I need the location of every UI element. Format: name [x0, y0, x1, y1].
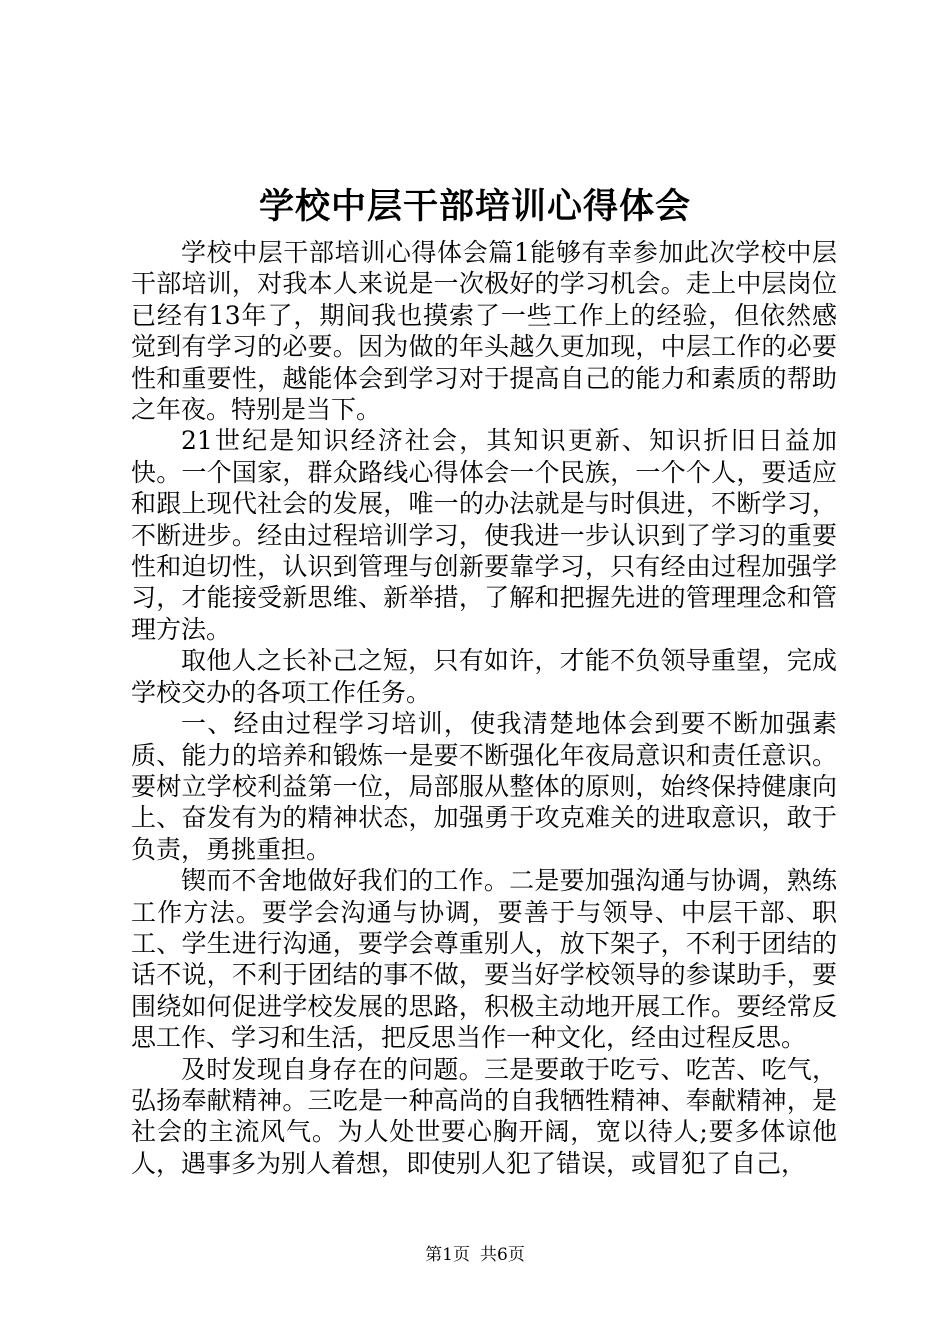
page-footer: [0, 1243, 950, 1267]
paragraph-1: 学校中层干部培训心得体会篇1能够有幸参加此次学校中层干部培训，对我本人来说是一次极好的学习机会。走上中层岗位已经有13年了，期间我也摸索了一些工作上的经验，但依然感觉到有学习的必要。因为做的年头越久更加现，中层工作的必要性和重要性，越能体会到学习对于提高自己的能力和素质的帮助之年夜。特别是当下。: [131, 238, 837, 425]
paragraph-4: 一、经由过程学习培训，使我清楚地体会到要不断加强素质、能力的培养和锻炼一是要不断强化年夜局意识和责任意识。要树立学校利益第一位，局部服从整体的原则，始终保持健康向上、奋发有为的精神状态，加强勇于攻克难关的进取意识，敢于负责，勇挑重担。: [131, 709, 837, 864]
paragraph-6: 及时发现自身存在的问题。三是要敢于吃亏、吃苦、吃气，弘扬奉献精神。三吃是一种高尚的自我牺牲精神、奉献精神，是社会的主流风气。为人处世要心胸开阔，宽以待人;要多体谅他人，遇事多为别人着想，即使别人犯了错误，或冒犯了自己，: [131, 1054, 837, 1178]
page-total: 共6页: [480, 1245, 525, 1265]
document-body: [131, 237, 837, 1179]
document-title: 学校中层干部培训心得体会: [258, 186, 691, 227]
paragraph-3: 取他人之长补己之短，只有如许，才能不负领导重望，完成学校交办的各项工作任务。: [131, 646, 837, 707]
page-number: 第1页: [425, 1245, 470, 1265]
paragraph-2: 21世纪是知识经济社会，其知识更新、知识折旧日益加快。一个国家，群众路线心得体会一个民族，一个个人，要适应和跟上现代社会的发展，唯一的办法就是与时俱进，不断学习，不断进步。经由过程培训学习，使我进一步认识到了学习的重要性和迫切性，认识到管理与创新要靠学习，只有经由过程加强学习，才能接受新思维、新举措，了解和把握先进的管理理念和管理方法。: [131, 426, 837, 644]
paragraph-5: 锲而不舍地做好我们的工作。二是要加强沟通与协调，熟练工作方法。要学会沟通与协调，要善于与领导、中层干部、职工、学生进行沟通，要学会尊重别人，放下架子，不利于团结的话不说，不利于团结的事不做，要当好学校领导的参谋助手，要围绕如何促进学校发展的思路，积极主动地开展工作。要经常反思工作、学习和生活，把反思当作一种文化，经由过程反思。: [131, 866, 837, 1053]
